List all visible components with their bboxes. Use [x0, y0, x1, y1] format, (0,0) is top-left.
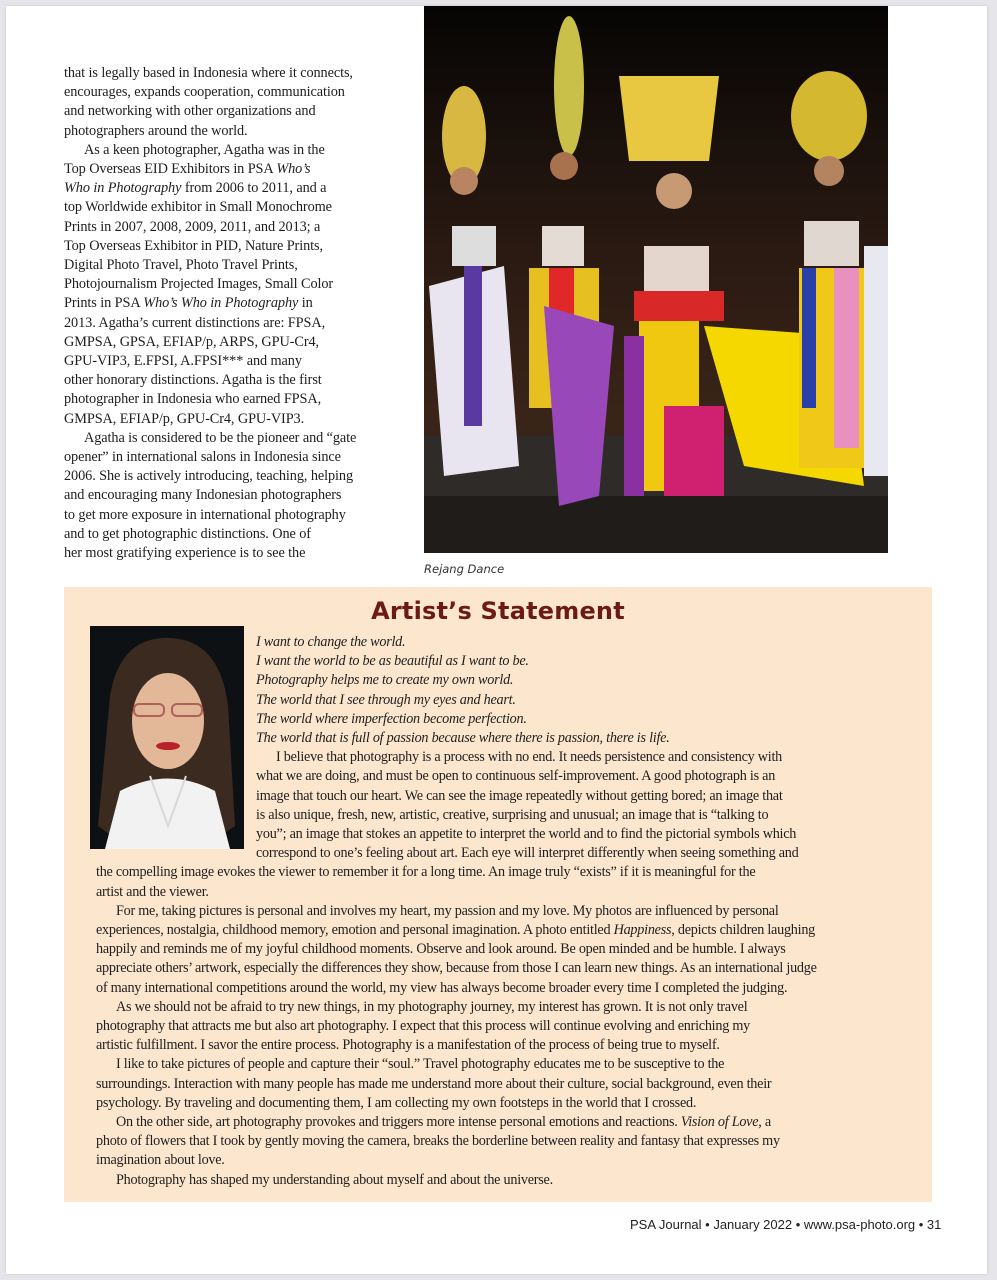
journal-page [6, 6, 987, 1274]
rejang-dance-photo [424, 6, 888, 553]
dancers-illustration [424, 6, 888, 553]
statement-paragraph-1: I believe that photography is a process with no end. It needs persistence and consistency with what we are doing, and must be open to continuous self-improvement. A good photograph is an image that touch our heart. We can see the image repeatedly without getting bored; an image that is also unique, fresh, new, artistic, creative, surprising and unusual; an image that is “talking to you”; an image that stokes an appetite to interpret the world and to find the pictorial symbols which correspond to one’s feeling about art. Each eye will interpret differently when seeing something and the compelling image evokes the viewer to remember it for a long time. An image truly “exists” if it is meaningful for the artist and the viewer. [96, 749, 799, 900]
statement-paragraph-2: For me, taking pictures is personal and involves my heart, my passion and my love. My photos are influenced by personal experiences, nostalgia, childhood memory, emotion and personal imagination. A photo entitled Happiness, depicts children laughing happily and reminds me of my joyful childhood moments. Observe and look around. Be open minded and be humble. I always appreciate others’ artwork, especially the differences they show, because from those I can learn new things. As an international judge of many international competitions around the world, my view has always become broader every time I completed the judging. [96, 902, 817, 996]
photo-caption: Rejang Dance [424, 562, 505, 576]
statement-paragraph-6: Photography has shaped my understanding about myself and about the universe. [116, 1171, 553, 1188]
statement-paragraph-4: I like to take pictures of people and capture their “soul.” Travel photography educates me to be susceptive to the surroundings. Interaction with many people has made me understand more about their culture, social background, even their psychology. By traveling and documenting them, I am collecting my own footsteps in the world that I crossed. [96, 1056, 772, 1111]
artist-statement-box [64, 587, 932, 1202]
page-footer: PSA Journal • January 2022 • www.psa-photo.org • 31 [630, 1217, 942, 1232]
artist-statement-title: Artist’s Statement [371, 597, 625, 625]
paragraph-3: Agatha is considered to be the pioneer and “gate opener” in international salons in Indonesia since 2006. She is actively introducing, teaching, helping and encouraging many Indonesian photographers to get more exposure in international photography and to get photographic distinctions. One of her most gratifying experience is to see the [64, 429, 357, 562]
paragraph-1: that is legally based in Indonesia where it connects, encourages, expands cooperation, communication and networking with other organizations and photographers around the world. [64, 65, 353, 139]
paragraph-2: As a keen photographer, Agatha was in the Top Overseas EID Exhibitors in PSA Who’s Who in Photography from 2006 to 2011, and a top Worldwide exhibitor in Small Monochrome Prints in 2007, 2008, 2009, 2011, and 2013; a Top Overseas Exhibitor in PID, Nature Prints, Digital Photo Travel, Photo Travel Prints, Photojournalism Projected Images, Small Color Prints in PSA Who’s Who in Photography in 2013. Agatha’s current distinctions are: FPSA, GMPSA, GPSA, EFIAP/p, ARPS, GPU-Cr4, GPU-VIP3, E.FPSI, A.FPSI*** and many other honorary distinctions. Agatha is the first photographer in Indonesia who earned FPSA, GMPSA, EFIAP/p, GPU-Cr4, GPU-VIP3. [64, 141, 334, 427]
statement-paragraph-5: On the other side, art photography provokes and triggers more intense personal emotions and reactions. Vision of Love, a photo of flowers that I took by gently moving the camera, breaks the borderline between reality and fantasy that expresses my imagination about love. [96, 1114, 780, 1169]
statement-poem: I want to change the world. I want the world to be as beautiful as I want to be. Photography helps me to create my own world. The world that I see through my eyes and heart. The world where imperfection become perfection. The world that is full of passion because where there is passion, there is life. [256, 634, 670, 747]
left-column-text [64, 64, 404, 563]
artist-statement-text [96, 633, 916, 1190]
statement-paragraph-3: As we should not be afraid to try new things, in my photography journey, my interest has grown. It is not only travel photography that attracts me but also art photography. I expect that this process will continue evolving and enriching my artistic fulfillment. I savor the entire process. Photography is a manifestation of the process of being true to myself. [96, 998, 750, 1054]
